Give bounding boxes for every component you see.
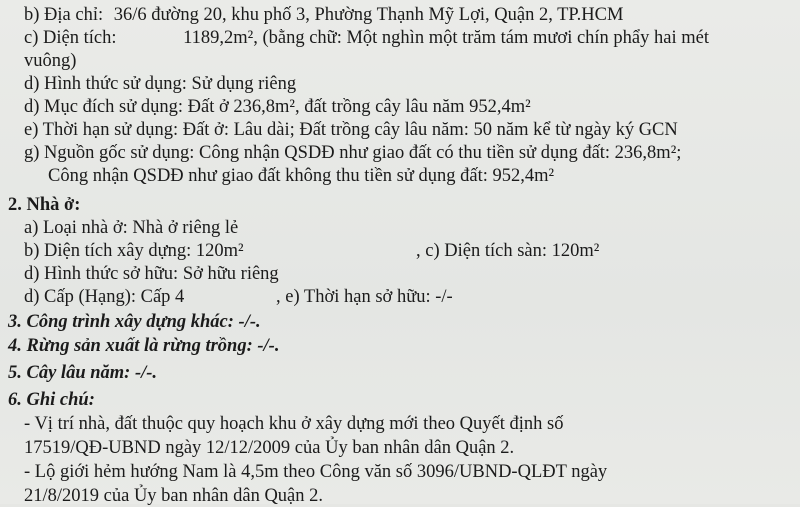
use-form-line: d) Hình thức sử dụng: Sử dụng riêng [24,74,297,94]
area-value: 1189,2m², (bằng chữ: Một nghìn một trăm tám mươi chín phẩy hai mét [183,28,709,48]
grade: d) Cấp (Hạng): Cấp 4 [24,287,185,307]
section-4: 4. Rừng sản xuất là rừng trồng: -/-. [8,336,280,356]
origin-line: g) Nguồn gốc sử dụng: Công nhận QSDĐ như giao đất có thu tiền sử dụng đất: 236,8m²; [24,143,682,163]
own-term: , e) Thời hạn sở hữu: -/- [276,287,453,307]
build-area: b) Diện tích xây dựng: 120m² [24,241,244,261]
section-6: 6. Ghi chú: [8,390,95,410]
origin-line-cont: Công nhận QSDĐ như giao đất không thu tiền sử dụng đất: 952,4m² [48,166,555,186]
area-label: c) Diện tích: [24,28,117,48]
floor-area: , c) Diện tích sàn: 120m² [416,241,600,261]
house-heading: 2. Nhà ở: [8,195,81,215]
use-term-line: e) Thời hạn sử dụng: Đất ở: Lâu dài; Đất trồng cây lâu năm: 50 năm kể từ ngày ký GCN [24,120,678,140]
area-value-cont: vuông) [24,51,77,71]
area-line [24,27,709,49]
note-2-cont: 21/8/2019 của Ủy ban nhân dân Quận 2. [24,486,324,506]
address-line [24,4,623,26]
note-1-cont: 17519/QĐ-UBND ngày 12/12/2009 của Ủy ban nhân dân Quận 2. [24,438,515,458]
house-area-line [24,240,784,262]
section-3: 3. Công trình xây dựng khác: -/-. [8,312,261,332]
use-purpose-line: d) Mục đích sử dụng: Đất ở 236,8m², đất trồng cây lâu năm 952,4m² [24,97,531,117]
note-1: - Vị trí nhà, đất thuộc quy hoạch khu ở xây dựng mới theo Quyết định số [24,414,564,434]
note-2: - Lộ giới hẻm hướng Nam là 4,5m theo Công văn số 3096/UBND-QLĐT ngày [24,462,608,482]
address-label: b) Địa chỉ: [24,5,104,25]
grade-line [24,286,784,308]
ownership-line: d) Hình thức sở hữu: Sở hữu riêng [24,264,279,284]
house-type-line: a) Loại nhà ở: Nhà ở riêng lẻ [24,218,239,238]
section-5: 5. Cây lâu năm: -/-. [8,363,158,383]
address-value: 36/6 đường 20, khu phố 3, Phường Thạnh Mỹ Lợi, Quận 2, TP.HCM [113,5,624,25]
